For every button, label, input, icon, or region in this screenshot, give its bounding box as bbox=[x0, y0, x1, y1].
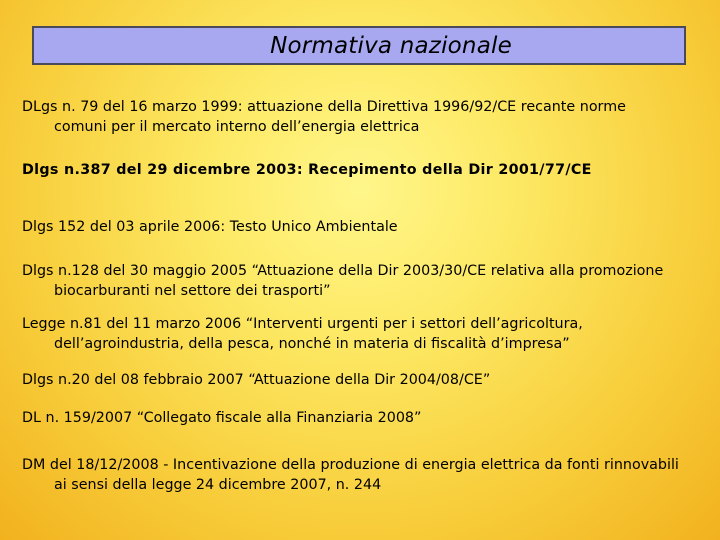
law-item-text-continued: biocarburanti nel settore dei trasporti” bbox=[54, 283, 331, 299]
law-item-text: DL n. 159/2007 “Collegato fiscale alla Finanziaria 2008” bbox=[22, 410, 422, 426]
law-item-dlgs-152-2006 bbox=[22, 217, 716, 237]
law-item-dl-159-2007 bbox=[22, 408, 716, 428]
law-item-dlgs-79-1999 bbox=[22, 97, 716, 137]
law-item-text: Dlgs n.128 del 30 maggio 2005 “Attuazione della Dir 2003/30/CE relativa alla promozione bbox=[22, 263, 664, 279]
law-item-text: Dlgs n.20 del 08 febbraio 2007 “Attuazione della Dir 2004/08/CE” bbox=[22, 372, 491, 388]
law-item-dlgs-128-2005 bbox=[22, 261, 716, 301]
law-item-text: Legge n.81 del 11 marzo 2006 “Interventi urgenti per i settori dell’agricoltura, bbox=[22, 316, 583, 332]
law-item-text-continued: dell’agroindustria, della pesca, nonché in materia di fiscalità d’impresa” bbox=[54, 336, 570, 352]
law-item-text: Dlgs n.387 del 29 dicembre 2003: Recepimento della Dir 2001/77/CE bbox=[22, 162, 592, 178]
page-title: Normativa nazionale bbox=[270, 32, 512, 59]
law-item-text-continued: ai sensi della legge 24 dicembre 2007, n. 244 bbox=[54, 477, 382, 493]
law-item-dlgs-387-2003 bbox=[22, 160, 716, 180]
law-item-legge-81-2006 bbox=[22, 314, 716, 354]
title-box bbox=[32, 26, 686, 65]
law-item-text: DM del 18/12/2008 - Incentivazione della produzione di energia elettrica da fonti rinnovabili bbox=[22, 457, 679, 473]
law-item-text-continued: comuni per il mercato interno dell’energia elettrica bbox=[54, 119, 420, 135]
law-item-text: DLgs n. 79 del 16 marzo 1999: attuazione della Direttiva 1996/92/CE recante norme bbox=[22, 99, 626, 115]
law-item-text: Dlgs 152 del 03 aprile 2006: Testo Unico Ambientale bbox=[22, 219, 398, 235]
law-item-dlgs-20-2007 bbox=[22, 370, 716, 390]
law-item-dm-18-12-2008 bbox=[22, 455, 716, 495]
